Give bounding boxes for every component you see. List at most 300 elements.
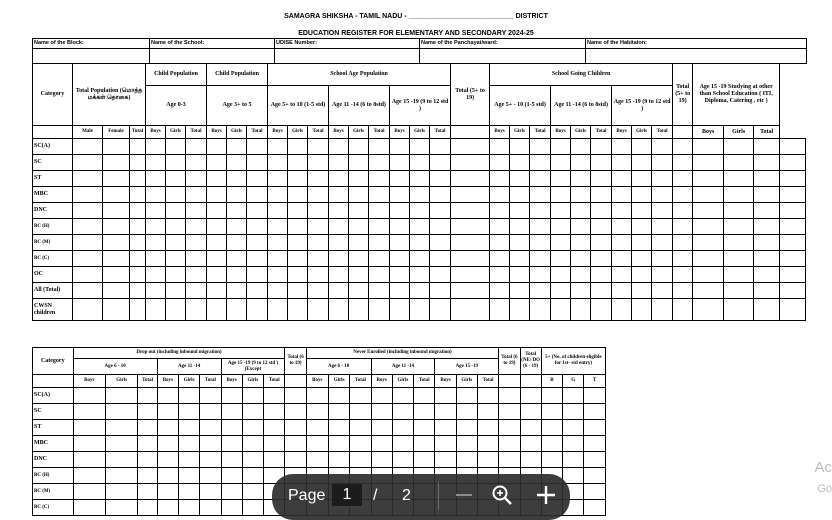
data-cell[interactable] — [221, 452, 242, 468]
data-cell[interactable] — [520, 388, 541, 404]
data-cell[interactable] — [130, 171, 146, 187]
data-cell[interactable] — [724, 139, 754, 155]
data-cell[interactable] — [430, 203, 451, 219]
data-cell[interactable] — [451, 283, 490, 299]
data-cell[interactable] — [551, 139, 571, 155]
data-cell[interactable] — [652, 267, 673, 283]
data-cell[interactable] — [157, 500, 178, 516]
data-cell[interactable] — [563, 388, 584, 404]
data-cell[interactable] — [328, 436, 349, 452]
data-cell[interactable] — [673, 187, 693, 203]
data-cell[interactable] — [530, 219, 551, 235]
data-cell[interactable] — [308, 155, 329, 171]
data-cell[interactable] — [221, 484, 242, 500]
data-cell[interactable] — [612, 299, 632, 321]
data-cell[interactable] — [410, 267, 430, 283]
data-cell[interactable] — [73, 420, 105, 436]
data-cell[interactable] — [369, 187, 390, 203]
data-cell[interactable] — [166, 235, 186, 251]
data-cell[interactable] — [207, 139, 227, 155]
data-cell[interactable] — [551, 235, 571, 251]
data-cell[interactable] — [349, 155, 369, 171]
data-cell[interactable] — [369, 171, 390, 187]
data-cell[interactable] — [178, 452, 199, 468]
data-cell[interactable] — [242, 452, 263, 468]
data-cell[interactable] — [541, 452, 562, 468]
data-cell[interactable] — [328, 452, 349, 468]
data-cell[interactable] — [73, 299, 103, 321]
data-cell[interactable] — [780, 203, 806, 219]
data-cell[interactable] — [754, 187, 780, 203]
data-cell[interactable] — [571, 283, 591, 299]
data-cell[interactable] — [510, 155, 530, 171]
data-cell[interactable] — [369, 299, 390, 321]
data-cell[interactable] — [138, 484, 157, 500]
data-cell[interactable] — [264, 404, 285, 420]
data-cell[interactable] — [130, 283, 146, 299]
data-cell[interactable] — [780, 299, 806, 321]
data-cell[interactable] — [673, 267, 693, 283]
data-cell[interactable] — [288, 299, 308, 321]
data-cell[interactable] — [693, 283, 724, 299]
data-cell[interactable] — [410, 187, 430, 203]
data-cell[interactable] — [490, 235, 510, 251]
data-cell[interactable] — [146, 203, 166, 219]
data-cell[interactable] — [207, 171, 227, 187]
data-cell[interactable] — [477, 452, 498, 468]
data-cell[interactable] — [390, 203, 410, 219]
data-cell[interactable] — [693, 235, 724, 251]
data-cell[interactable] — [571, 203, 591, 219]
data-cell[interactable] — [410, 299, 430, 321]
data-cell[interactable] — [157, 420, 178, 436]
data-cell[interactable] — [349, 235, 369, 251]
data-cell[interactable] — [207, 235, 227, 251]
data-cell[interactable] — [247, 267, 268, 283]
data-cell[interactable] — [451, 171, 490, 187]
data-cell[interactable] — [146, 155, 166, 171]
data-cell[interactable] — [571, 155, 591, 171]
data-cell[interactable] — [227, 219, 247, 235]
data-cell[interactable] — [288, 251, 308, 267]
data-cell[interactable] — [328, 388, 349, 404]
data-cell[interactable] — [693, 219, 724, 235]
data-cell[interactable] — [392, 388, 413, 404]
data-cell[interactable] — [329, 251, 349, 267]
data-cell[interactable] — [242, 420, 263, 436]
data-cell[interactable] — [530, 267, 551, 283]
data-cell[interactable] — [410, 251, 430, 267]
data-cell[interactable] — [200, 468, 221, 484]
data-cell[interactable] — [632, 155, 652, 171]
data-cell[interactable] — [520, 404, 541, 420]
data-cell[interactable] — [349, 171, 369, 187]
data-cell[interactable] — [551, 299, 571, 321]
data-cell[interactable] — [490, 155, 510, 171]
data-cell[interactable] — [591, 251, 612, 267]
data-cell[interactable] — [410, 219, 430, 235]
data-cell[interactable] — [186, 267, 207, 283]
data-cell[interactable] — [541, 404, 562, 420]
data-cell[interactable] — [390, 251, 410, 267]
data-cell[interactable] — [328, 420, 349, 436]
data-cell[interactable] — [754, 267, 780, 283]
data-cell[interactable] — [392, 452, 413, 468]
data-cell[interactable] — [612, 155, 632, 171]
data-cell[interactable] — [490, 203, 510, 219]
data-cell[interactable] — [780, 187, 806, 203]
data-cell[interactable] — [227, 267, 247, 283]
data-cell[interactable] — [490, 171, 510, 187]
data-cell[interactable] — [130, 155, 146, 171]
data-cell[interactable] — [563, 452, 584, 468]
data-cell[interactable] — [103, 251, 130, 267]
data-cell[interactable] — [186, 283, 207, 299]
data-cell[interactable] — [186, 155, 207, 171]
data-cell[interactable] — [390, 219, 410, 235]
data-cell[interactable] — [105, 452, 137, 468]
data-cell[interactable] — [268, 219, 288, 235]
data-cell[interactable] — [490, 139, 510, 155]
data-cell[interactable] — [288, 203, 308, 219]
data-cell[interactable] — [329, 267, 349, 283]
data-cell[interactable] — [73, 235, 103, 251]
data-cell[interactable] — [780, 267, 806, 283]
data-cell[interactable] — [157, 484, 178, 500]
data-cell[interactable] — [369, 219, 390, 235]
data-cell[interactable] — [207, 299, 227, 321]
data-cell[interactable] — [369, 203, 390, 219]
data-cell[interactable] — [308, 251, 329, 267]
data-cell[interactable] — [247, 203, 268, 219]
data-cell[interactable] — [652, 171, 673, 187]
data-cell[interactable] — [430, 219, 451, 235]
data-cell[interactable] — [268, 299, 288, 321]
data-cell[interactable] — [288, 139, 308, 155]
data-cell[interactable] — [227, 187, 247, 203]
data-cell[interactable] — [285, 404, 306, 420]
data-cell[interactable] — [242, 500, 263, 516]
data-cell[interactable] — [103, 139, 130, 155]
data-cell[interactable] — [186, 235, 207, 251]
data-cell[interactable] — [146, 251, 166, 267]
data-cell[interactable] — [103, 235, 130, 251]
data-cell[interactable] — [73, 267, 103, 283]
data-cell[interactable] — [227, 203, 247, 219]
data-cell[interactable] — [329, 171, 349, 187]
data-cell[interactable] — [207, 251, 227, 267]
data-cell[interactable] — [414, 452, 435, 468]
data-cell[interactable] — [200, 452, 221, 468]
data-cell[interactable] — [268, 187, 288, 203]
data-cell[interactable] — [105, 388, 137, 404]
data-cell[interactable] — [451, 139, 490, 155]
data-cell[interactable] — [530, 283, 551, 299]
data-cell[interactable] — [584, 404, 606, 420]
data-cell[interactable] — [724, 155, 754, 171]
data-cell[interactable] — [138, 500, 157, 516]
data-cell[interactable] — [146, 187, 166, 203]
data-cell[interactable] — [73, 219, 103, 235]
data-cell[interactable] — [510, 283, 530, 299]
data-cell[interactable] — [410, 283, 430, 299]
data-cell[interactable] — [632, 187, 652, 203]
zoom-out-icon[interactable] — [452, 483, 476, 507]
data-cell[interactable] — [451, 187, 490, 203]
data-cell[interactable] — [612, 267, 632, 283]
data-cell[interactable] — [178, 388, 199, 404]
data-cell[interactable] — [451, 155, 490, 171]
data-cell[interactable] — [247, 235, 268, 251]
data-cell[interactable] — [73, 187, 103, 203]
zoom-in-icon[interactable] — [534, 483, 558, 507]
data-cell[interactable] — [350, 436, 371, 452]
data-cell[interactable] — [754, 299, 780, 321]
data-cell[interactable] — [146, 139, 166, 155]
data-cell[interactable] — [724, 219, 754, 235]
data-cell[interactable] — [288, 219, 308, 235]
data-cell[interactable] — [285, 420, 306, 436]
data-cell[interactable] — [591, 155, 612, 171]
data-cell[interactable] — [392, 420, 413, 436]
data-cell[interactable] — [541, 436, 562, 452]
data-cell[interactable] — [288, 283, 308, 299]
data-cell[interactable] — [178, 500, 199, 516]
data-cell[interactable] — [200, 404, 221, 420]
data-cell[interactable] — [435, 404, 456, 420]
data-cell[interactable] — [520, 436, 541, 452]
data-cell[interactable] — [221, 388, 242, 404]
data-cell[interactable] — [186, 203, 207, 219]
data-cell[interactable] — [612, 171, 632, 187]
data-cell[interactable] — [499, 404, 520, 420]
data-cell[interactable] — [288, 171, 308, 187]
data-cell[interactable] — [612, 203, 632, 219]
data-cell[interactable] — [369, 283, 390, 299]
data-cell[interactable] — [754, 155, 780, 171]
data-cell[interactable] — [268, 235, 288, 251]
data-cell[interactable] — [693, 267, 724, 283]
data-cell[interactable] — [221, 468, 242, 484]
data-cell[interactable] — [510, 203, 530, 219]
data-cell[interactable] — [551, 187, 571, 203]
data-cell[interactable] — [103, 267, 130, 283]
data-cell[interactable] — [73, 452, 105, 468]
data-cell[interactable] — [105, 500, 137, 516]
data-cell[interactable] — [103, 171, 130, 187]
data-cell[interactable] — [530, 299, 551, 321]
data-cell[interactable] — [73, 468, 105, 484]
data-cell[interactable] — [207, 203, 227, 219]
data-cell[interactable] — [247, 219, 268, 235]
data-cell[interactable] — [490, 187, 510, 203]
data-cell[interactable] — [247, 283, 268, 299]
data-cell[interactable] — [410, 171, 430, 187]
data-cell[interactable] — [105, 420, 137, 436]
data-cell[interactable] — [247, 155, 268, 171]
data-cell[interactable] — [288, 235, 308, 251]
data-cell[interactable] — [451, 251, 490, 267]
data-cell[interactable] — [693, 299, 724, 321]
data-cell[interactable] — [130, 251, 146, 267]
data-cell[interactable] — [430, 251, 451, 267]
data-cell[interactable] — [530, 187, 551, 203]
data-cell[interactable] — [510, 235, 530, 251]
data-cell[interactable] — [410, 139, 430, 155]
data-cell[interactable] — [414, 420, 435, 436]
data-cell[interactable] — [392, 436, 413, 452]
data-cell[interactable] — [146, 299, 166, 321]
data-cell[interactable] — [571, 139, 591, 155]
data-cell[interactable] — [350, 452, 371, 468]
data-cell[interactable] — [105, 436, 137, 452]
data-cell[interactable] — [350, 420, 371, 436]
data-cell[interactable] — [390, 283, 410, 299]
data-cell[interactable] — [780, 155, 806, 171]
data-cell[interactable] — [227, 171, 247, 187]
data-cell[interactable] — [103, 155, 130, 171]
data-cell[interactable] — [285, 452, 306, 468]
data-cell[interactable] — [103, 283, 130, 299]
data-cell[interactable] — [73, 283, 103, 299]
data-cell[interactable] — [591, 171, 612, 187]
data-cell[interactable] — [563, 436, 584, 452]
data-cell[interactable] — [530, 171, 551, 187]
data-cell[interactable] — [178, 436, 199, 452]
data-cell[interactable] — [306, 420, 328, 436]
data-cell[interactable] — [186, 171, 207, 187]
zoom-fit-icon[interactable] — [490, 483, 514, 507]
data-cell[interactable] — [451, 235, 490, 251]
data-cell[interactable] — [349, 267, 369, 283]
data-cell[interactable] — [754, 251, 780, 267]
data-cell[interactable] — [724, 251, 754, 267]
data-cell[interactable] — [591, 187, 612, 203]
data-cell[interactable] — [693, 171, 724, 187]
data-cell[interactable] — [632, 283, 652, 299]
data-cell[interactable] — [541, 420, 562, 436]
data-cell[interactable] — [754, 139, 780, 155]
data-cell[interactable] — [530, 251, 551, 267]
current-page-input[interactable]: 1 — [332, 484, 362, 506]
data-cell[interactable] — [138, 436, 157, 452]
data-cell[interactable] — [780, 251, 806, 267]
data-cell[interactable] — [73, 139, 103, 155]
data-cell[interactable] — [754, 235, 780, 251]
data-cell[interactable] — [414, 436, 435, 452]
data-cell[interactable] — [329, 235, 349, 251]
data-cell[interactable] — [200, 420, 221, 436]
data-cell[interactable] — [227, 235, 247, 251]
data-cell[interactable] — [200, 436, 221, 452]
data-cell[interactable] — [612, 251, 632, 267]
data-cell[interactable] — [105, 404, 137, 420]
data-cell[interactable] — [130, 235, 146, 251]
data-cell[interactable] — [541, 388, 562, 404]
data-cell[interactable] — [130, 299, 146, 321]
data-cell[interactable] — [369, 155, 390, 171]
data-cell[interactable] — [392, 404, 413, 420]
data-cell[interactable] — [673, 155, 693, 171]
data-cell[interactable] — [430, 187, 451, 203]
data-cell[interactable] — [652, 139, 673, 155]
data-cell[interactable] — [410, 235, 430, 251]
data-cell[interactable] — [288, 155, 308, 171]
data-cell[interactable] — [652, 251, 673, 267]
data-cell[interactable] — [612, 235, 632, 251]
data-cell[interactable] — [673, 171, 693, 187]
data-cell[interactable] — [612, 283, 632, 299]
data-cell[interactable] — [221, 420, 242, 436]
data-cell[interactable] — [591, 139, 612, 155]
data-cell[interactable] — [451, 203, 490, 219]
data-cell[interactable] — [227, 139, 247, 155]
data-cell[interactable] — [530, 203, 551, 219]
data-cell[interactable] — [390, 267, 410, 283]
data-cell[interactable] — [673, 203, 693, 219]
data-cell[interactable] — [499, 452, 520, 468]
data-cell[interactable] — [673, 235, 693, 251]
data-cell[interactable] — [390, 235, 410, 251]
data-cell[interactable] — [571, 251, 591, 267]
data-cell[interactable] — [673, 251, 693, 267]
data-cell[interactable] — [456, 388, 477, 404]
data-cell[interactable] — [146, 267, 166, 283]
data-cell[interactable] — [73, 155, 103, 171]
data-cell[interactable] — [138, 388, 157, 404]
data-cell[interactable] — [780, 235, 806, 251]
data-cell[interactable] — [247, 187, 268, 203]
data-cell[interactable] — [264, 436, 285, 452]
data-cell[interactable] — [780, 171, 806, 187]
data-cell[interactable] — [306, 404, 328, 420]
data-cell[interactable] — [510, 187, 530, 203]
data-cell[interactable] — [724, 267, 754, 283]
data-cell[interactable] — [530, 155, 551, 171]
data-cell[interactable] — [242, 484, 263, 500]
data-cell[interactable] — [264, 388, 285, 404]
data-cell[interactable] — [105, 468, 137, 484]
data-cell[interactable] — [477, 388, 498, 404]
data-cell[interactable] — [456, 452, 477, 468]
data-cell[interactable] — [73, 500, 105, 516]
data-cell[interactable] — [724, 171, 754, 187]
data-cell[interactable] — [308, 267, 329, 283]
data-cell[interactable] — [328, 404, 349, 420]
data-cell[interactable] — [73, 388, 105, 404]
data-cell[interactable] — [178, 484, 199, 500]
data-cell[interactable] — [166, 203, 186, 219]
data-cell[interactable] — [178, 404, 199, 420]
data-cell[interactable] — [308, 299, 329, 321]
data-cell[interactable] — [551, 203, 571, 219]
data-cell[interactable] — [456, 404, 477, 420]
data-cell[interactable] — [285, 388, 306, 404]
data-cell[interactable] — [490, 219, 510, 235]
data-cell[interactable] — [369, 251, 390, 267]
data-cell[interactable] — [308, 171, 329, 187]
data-cell[interactable] — [157, 468, 178, 484]
data-cell[interactable] — [490, 267, 510, 283]
data-cell[interactable] — [264, 452, 285, 468]
data-cell[interactable] — [551, 171, 571, 187]
data-cell[interactable] — [410, 155, 430, 171]
data-cell[interactable] — [349, 251, 369, 267]
data-cell[interactable] — [371, 388, 392, 404]
data-cell[interactable] — [673, 139, 693, 155]
data-cell[interactable] — [371, 420, 392, 436]
data-cell[interactable] — [673, 283, 693, 299]
